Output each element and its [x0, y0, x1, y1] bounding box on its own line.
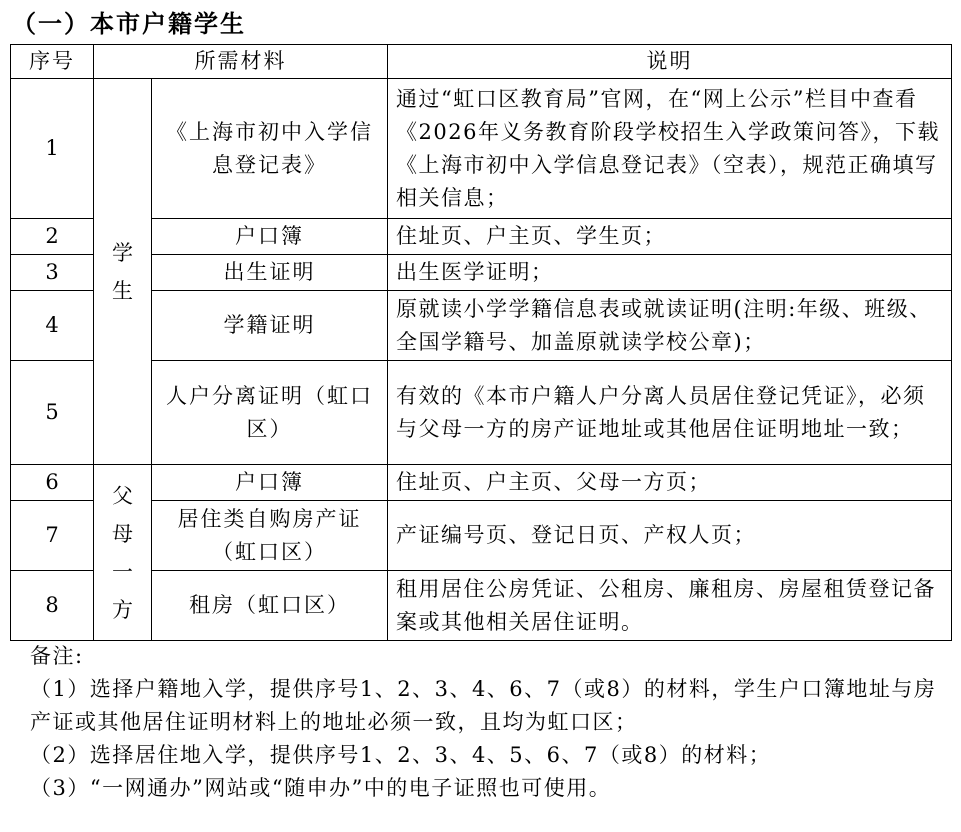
table-row	[11, 465, 952, 501]
table-row	[11, 79, 952, 219]
group-label: 学生	[112, 240, 133, 303]
table-row	[11, 501, 952, 571]
row-num: 2	[11, 219, 94, 255]
row-desc: 住址页、户主页、学生页；	[388, 219, 952, 255]
row-material: 《上海市初中入学信息登记表》	[152, 79, 388, 219]
row-num: 7	[11, 501, 94, 571]
header-material: 所需材料	[94, 45, 388, 79]
row-desc: 出生医学证明；	[388, 255, 952, 291]
note-item-2: （2）选择居住地入学，提供序号1、2、3、4、5、6、7（或8）的材料；	[30, 743, 772, 767]
row-desc: 租用居住公房凭证、公租房、廉租房、房屋租赁登记备案或其他相关居住证明。	[388, 571, 952, 641]
row-material: 居住类自购房产证（虹口区）	[152, 501, 388, 571]
row-material: 学籍证明	[152, 291, 388, 361]
row-desc: 产证编号页、登记日页、产权人页；	[388, 501, 952, 571]
row-num: 6	[11, 465, 94, 501]
section-title: （一）本市户籍学生	[12, 10, 246, 38]
row-material: 户口簿	[152, 465, 388, 501]
row-desc: 原就读小学学籍信息表或就读证明(注明:年级、班级、全国学籍号、加盖原就读学校公章)；	[388, 291, 952, 361]
table-row	[11, 571, 952, 641]
note-item-1: （1）选择户籍地入学，提供序号1、2、3、4、6、7（或8）的材料，学生户口簿地址与房产证或其他居住证明材料上的地址必须一致，且均为虹口区；	[30, 677, 937, 734]
row-material: 出生证明	[152, 255, 388, 291]
group-parent	[94, 465, 152, 641]
row-num: 1	[11, 79, 94, 219]
notes-label: 备注:	[30, 644, 84, 668]
row-num: 3	[11, 255, 94, 291]
header-num: 序号	[11, 45, 94, 79]
group-label: 父母一方	[112, 483, 133, 622]
row-material: 人户分离证明（虹口区）	[152, 361, 388, 465]
note-item-3: （3）“一网通办”网站或“随申办”中的电子证照也可使用。	[30, 776, 612, 800]
row-material: 户口簿	[152, 219, 388, 255]
row-num: 5	[11, 361, 94, 465]
row-material: 租房（虹口区）	[152, 571, 388, 641]
table-row	[11, 361, 952, 465]
row-num: 8	[11, 571, 94, 641]
row-desc: 住址页、户主页、父母一方页；	[388, 465, 952, 501]
row-desc: 通过“虹口区教育局”官网，在“网上公示”栏目中查看《2026年义务教育阶段学校招生入学政策问答》，下载《上海市初中入学信息登记表》（空表），规范正确填写相关信息；	[388, 79, 952, 219]
table-header-row	[11, 45, 952, 79]
notes	[30, 640, 950, 805]
table-row	[11, 291, 952, 361]
table-row	[11, 255, 952, 291]
table-row	[11, 219, 952, 255]
materials-table	[10, 44, 952, 641]
row-desc: 有效的《本市户籍人户分离人员居住登记凭证》，必须与父母一方的房产证地址或其他居住证明地址一致；	[388, 361, 952, 465]
group-student	[94, 79, 152, 465]
row-num: 4	[11, 291, 94, 361]
header-desc: 说明	[388, 45, 952, 79]
